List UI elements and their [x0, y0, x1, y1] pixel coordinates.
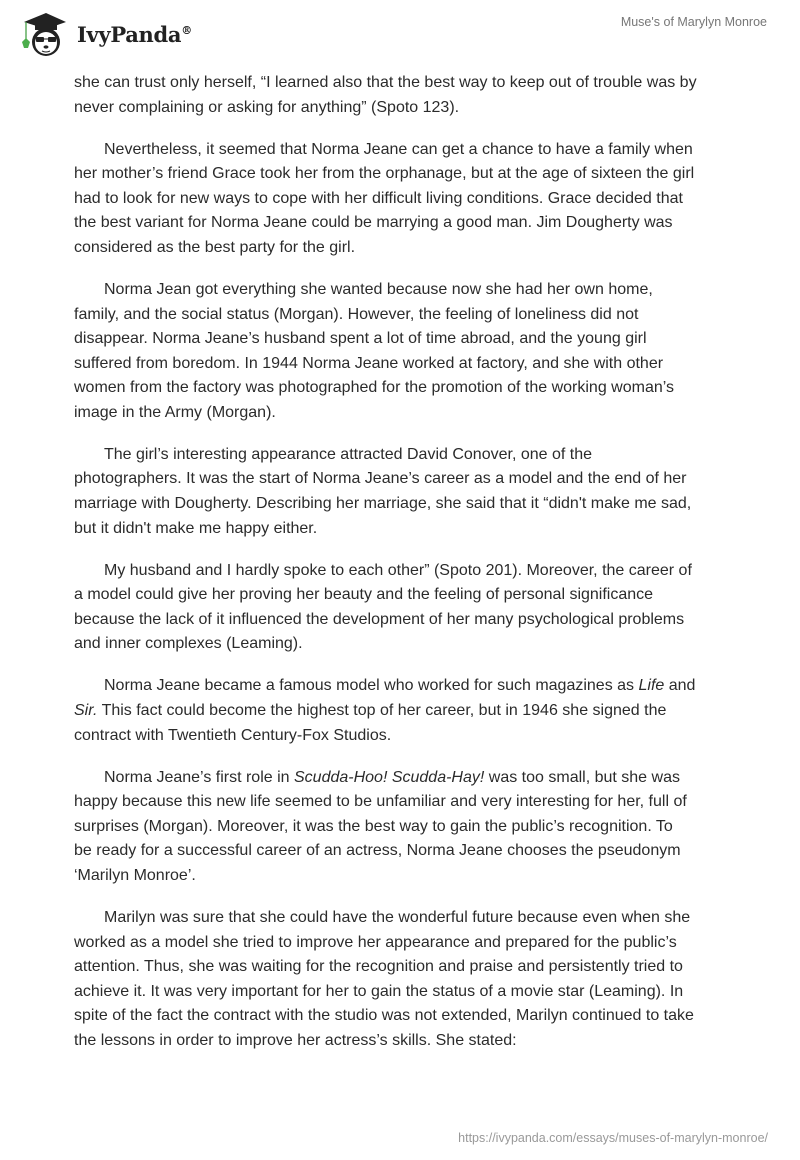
text-line: The girl’s interesting appearance attracted David Conover, one of the [104, 445, 592, 463]
text-line: her mother’s friend Grace took her from the orphanage, but at the age of sixteen the girl [74, 165, 695, 183]
italic-title: Scudda-Hoo! Scudda-Hay! [294, 768, 485, 786]
text-line: never complaining or asking for anything” (Spoto 123). [74, 98, 460, 116]
text-line: be ready for a successful career of an actress, Norma Jeane chooses the pseudonym [74, 842, 681, 860]
panda-graduate-icon [20, 10, 68, 58]
text-line: Norma Jean got everything she wanted because now she had her own home, [104, 280, 653, 298]
ivypanda-logo[interactable] [20, 10, 192, 58]
text-segment: This fact could become the highest top of her career, but in 1946 she signed the [97, 702, 667, 720]
paragraph [74, 906, 744, 1054]
text-line: considered as the best party for the girl. [74, 238, 356, 256]
text-line: the best variant for Norma Jeane could be marrying a good man. Jim Dougherty was [74, 214, 673, 232]
text-line: had to look for new ways to cope with her difficult living conditions. Grace decided that [74, 189, 683, 207]
paragraph [74, 674, 744, 748]
text-line: suffered from boredom. In 1944 Norma Jeane worked at factory, and she with other [74, 354, 664, 372]
text-line: photographers. It was the start of Norma Jeane’s career as a model and the end of her [74, 470, 687, 488]
text-line: attention. Thus, she was waiting for the recognition and praise and persistently tried to [74, 958, 683, 976]
italic-title: Sir. [74, 702, 98, 720]
text-line: the lessons in order to improve her actress’s skills. She stated: [74, 1031, 517, 1049]
paragraph [74, 278, 744, 426]
paragraph [74, 443, 744, 541]
text-line [74, 674, 744, 699]
text-line: image in the Army (Morgan). [74, 403, 276, 421]
paragraph [74, 766, 744, 889]
logo-text: IvyPanda [77, 21, 182, 47]
text-line: because the lack of it influenced the development of her many psychological problems [74, 610, 685, 628]
text-line: surprises (Morgan). Moreover, it was the best way to gain the public’s recognition. To [74, 817, 673, 835]
italic-title: Life [638, 677, 665, 695]
text-line: she can trust only herself, “I learned also that the best way to keep out of trouble was by [74, 74, 697, 91]
text-line: Marilyn was sure that she could have the wonderful future because even when she [104, 908, 691, 926]
text-line [74, 699, 744, 724]
text-line: disappear. Norma Jeane’s husband spent a lot of time abroad, and the young girl [74, 330, 647, 348]
text-line: but it didn't make me happy either. [74, 519, 318, 537]
text-line: achieve it. It was very important for her to gain the status of a movie star (Leaming). In [74, 982, 684, 1000]
text-segment: was too small, but she was [484, 768, 680, 786]
registered-mark: ® [181, 23, 192, 37]
text-line: worked as a model she tried to improve her appearance and prepared for the public’s [74, 933, 677, 951]
text-line: happy because this new life seemed to be unfamiliar and very interesting for her, full of [74, 793, 687, 811]
text-line: contract with Twentieth Century-Fox Studios. [74, 726, 392, 744]
text-line: ‘Marilyn Monroe’. [74, 866, 196, 884]
document-title: Muse's of Marylyn Monroe [620, 15, 767, 29]
text-segment: Norma Jeane became a famous model who worked for such magazines as [104, 677, 639, 695]
text-line: spite of the fact the contract with the studio was not extended, Marilyn continued to take [74, 1007, 694, 1025]
paragraph [74, 138, 744, 261]
text-line: family, and the social status (Morgan). However, the feeling of loneliness did not [74, 305, 639, 323]
text-line: My husband and I hardly spoke to each other” (Spoto 201). Moreover, the career of [104, 561, 692, 579]
paragraph [74, 559, 744, 657]
text-segment: and [664, 677, 696, 695]
text-line: women from the factory was photographed for the promotion of the working woman’s [74, 379, 675, 397]
text-segment: Norma Jeane’s first role in [104, 768, 294, 786]
text-line: marriage with Dougherty. Describing her marriage, she said that it “didn't make me sad, [74, 495, 692, 513]
text-line: a model could give her proving her beauty and the feeling of personal significance [74, 586, 654, 604]
paragraph [74, 71, 744, 120]
text-line: and inner complexes (Leaming). [74, 635, 303, 653]
text-line [74, 766, 744, 791]
footer-url[interactable]: https://ivypanda.com/essays/muses-of-marylyn-monroe/ [458, 1131, 768, 1145]
text-line: Nevertheless, it seemed that Norma Jeane can get a chance to have a family when [104, 140, 693, 158]
essay-body [74, 71, 744, 1071]
